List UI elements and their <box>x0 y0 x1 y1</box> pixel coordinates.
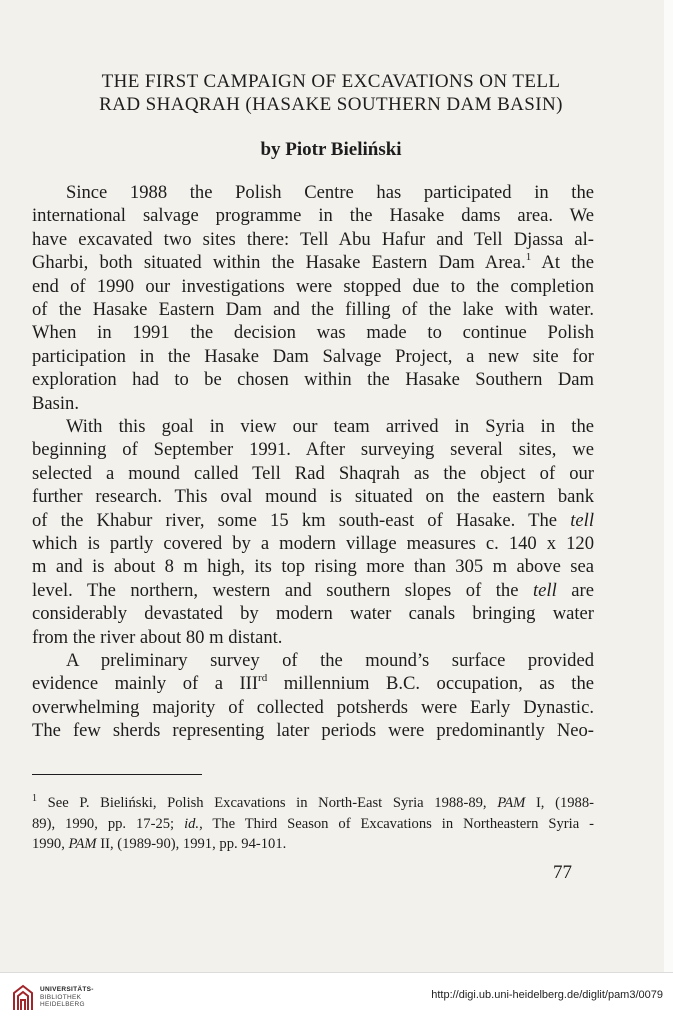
source-url-link[interactable]: http://digi.ub.uni-heidelberg.de/diglit/pam3/0079 <box>431 989 663 1001</box>
library-name-line: BIBLIOTHEK <box>40 993 82 1001</box>
text-line: overwhelming majority of collected potsherds were Early Dynastic. <box>32 696 594 718</box>
library-name <box>40 986 94 1009</box>
text-line: selected a mound called Tell Rad Shaqrah as the object of our <box>32 462 594 484</box>
text-line: beginning of September 1991. After surveying several sites, we <box>32 439 594 461</box>
paragraph-1 <box>32 181 594 415</box>
footnote-ref[interactable]: 1 <box>525 251 532 264</box>
text-segment: I, (1988- <box>525 795 594 811</box>
footnote-number: 1 <box>32 793 37 804</box>
text-line: A preliminary survey of the mound’s surface provided <box>66 650 594 671</box>
article-title-line-1: THE FIRST CAMPAIGN OF EXCAVATIONS ON TELL <box>101 71 561 92</box>
paragraph-3 <box>32 649 594 743</box>
italic-term: PAM <box>68 836 97 852</box>
text-line: When in 1991 the decision was made to continue Polish <box>32 322 594 344</box>
footnote-line <box>32 834 594 855</box>
text-segment: , The Third Season of Excavations in Northeastern Syria - <box>199 815 594 832</box>
text-line <box>32 672 594 695</box>
footnote-1 <box>32 793 594 855</box>
italic-term: tell <box>570 509 594 531</box>
paragraph-2 <box>32 415 594 649</box>
italic-term: PAM <box>497 795 526 811</box>
text-line: m and is about 8 m high, its top rising more than 305 m above sea <box>32 556 594 578</box>
digitization-footer <box>0 972 673 1023</box>
text-segment: level. The northern, western and southern slopes of the <box>32 579 533 601</box>
text-segment: Gharbi, both situated within the Hasake Eastern Dam Area. <box>32 252 526 274</box>
italic-term: id. <box>184 815 200 832</box>
text-line: of the Hasake Eastern Dam and the filling of the lake with water. <box>32 299 594 321</box>
text-segment: are <box>556 579 594 601</box>
text-segment: See P. Bieliński, Polish Excavations in North-East Syria 1988-89, <box>37 795 498 811</box>
text-line: Since 1988 the Polish Centre has participated in the <box>66 182 594 203</box>
text-line: which is partly covered by a modern village measures c. 140 x 120 <box>32 533 594 555</box>
text-segment: 1990, <box>32 836 69 852</box>
text-line: considerably devastated by modern water canals bringing water <box>32 603 594 625</box>
text-line: participation in the Hasake Dam Salvage Project, a new site for <box>32 345 594 367</box>
text-segment: evidence mainly of a III <box>32 673 259 695</box>
page-number: 77 <box>553 862 572 883</box>
text-segment: of the Khabur river, some 15 km south-east of Hasake. The <box>32 509 571 531</box>
text-segment: II, (1989-90), 1991, pp. 94-101. <box>96 836 287 852</box>
text-line: international salvage programme in the Hasake dams area. We <box>32 205 594 227</box>
library-name-line: HEIDELBERG <box>40 1001 85 1008</box>
italic-term: tell <box>533 579 557 601</box>
university-library-logo-icon[interactable] <box>10 983 36 1013</box>
footnote-line <box>32 814 594 835</box>
superscript: rd <box>258 672 268 685</box>
text-line <box>32 509 594 532</box>
text-line <box>32 579 594 602</box>
text-line <box>32 251 594 274</box>
text-segment: millennium B.C. occupation, as the <box>267 673 594 695</box>
text-line: Basin. <box>32 392 80 414</box>
text-line: from the river about 80 m distant. <box>32 626 283 648</box>
footnote-line <box>32 793 594 814</box>
text-segment: 89), 1990, pp. 17-25; <box>32 815 185 832</box>
text-line: have excavated two sites there: Tell Abu Hafur and Tell Djassa al- <box>32 228 594 250</box>
footnote-divider <box>32 774 202 775</box>
text-line: With this goal in view our team arrived in Syria in the <box>66 416 594 437</box>
text-line: exploration had to be chosen within the Hasake Southern Dam <box>32 369 594 391</box>
text-line: end of 1990 our investigations were stopped due to the completion <box>32 275 594 297</box>
text-segment: At the <box>531 252 594 274</box>
text-line: further research. This oval mound is situated on the eastern bank <box>32 486 594 508</box>
page-edge <box>664 0 673 972</box>
article-title-line-2: RAD SHAQRAH (HASAKE SOUTHERN DAM BASIN) <box>99 94 563 115</box>
article-author: by Piotr Bieliński <box>260 139 402 160</box>
library-name-line: UNIVERSITÄTS- <box>40 986 94 993</box>
text-line: The few sherds representing later periods were predominantly Neo- <box>32 720 594 742</box>
